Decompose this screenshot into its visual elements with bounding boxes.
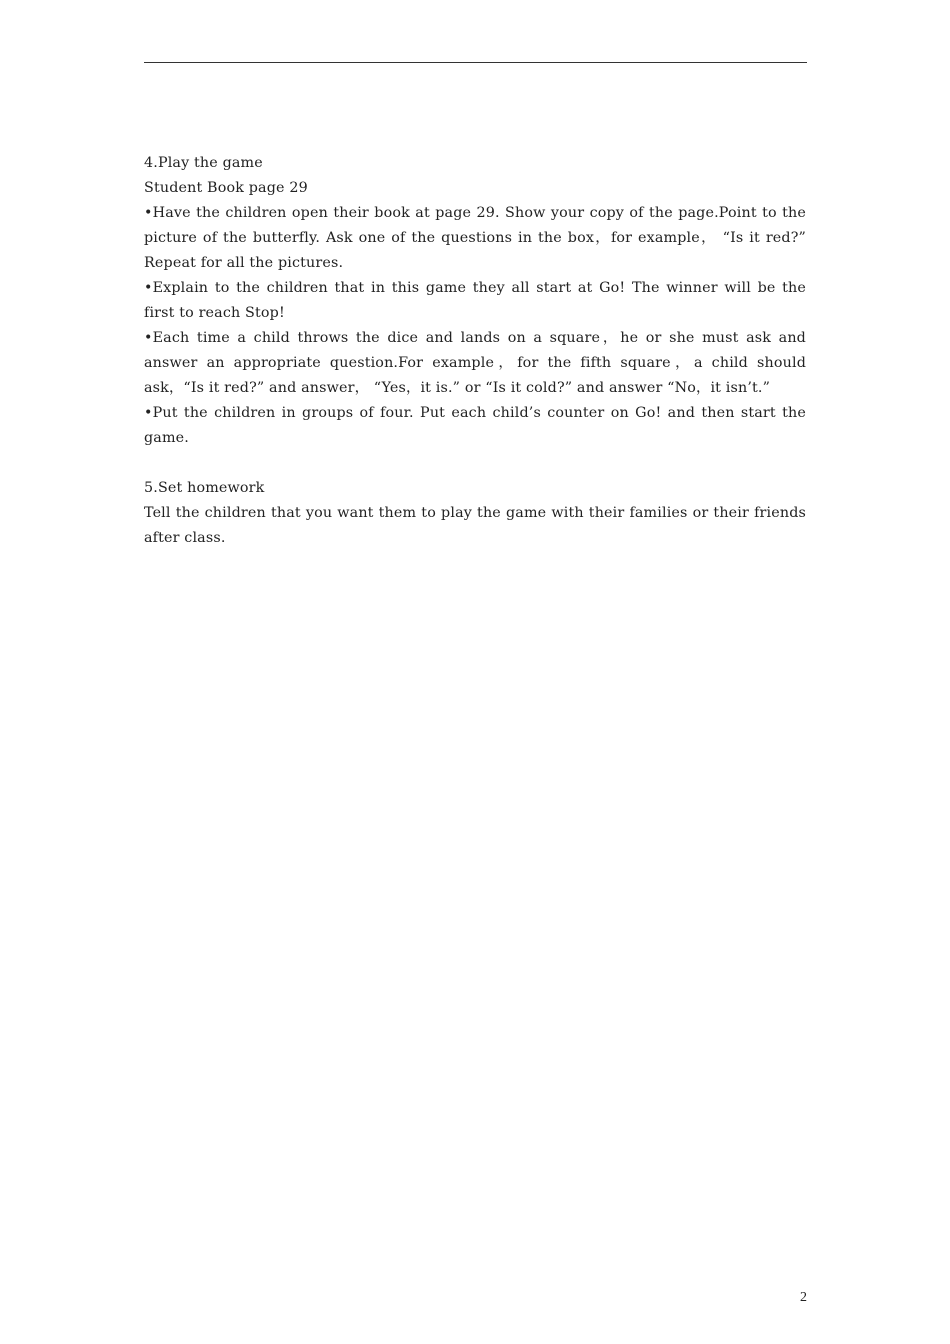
student-book-reference: Student Book page 29: [144, 180, 308, 196]
section-spacer: [144, 451, 806, 476]
homework-paragraph: Tell the children that you want them to play the game with their families or their friends after class.: [144, 505, 806, 546]
bullet-paragraph: •Have the children open their book at page 29. Show your copy of the page.Point to the picture of the butterfly. Ask one of the questions in the box，for example， “Is it red?” Repeat for all the pictures.: [144, 205, 806, 271]
section-heading: 4.Play the game: [144, 155, 263, 171]
bullet-paragraph: •Explain to the children that in this game they all start at Go! The winner will be the first to reach Stop!: [144, 280, 806, 321]
section-set-homework: [144, 476, 806, 551]
header-rule: [144, 62, 807, 63]
section-play-the-game: [144, 151, 806, 451]
bullet-paragraph: •Each time a child throws the dice and lands on a square，he or she must ask and answer an appropriate question.For example，for the fifth square，a child should ask，“Is it red?” and answer， “Yes，it is.” or “Is it cold?” and answer “No，it isn’t.”: [144, 330, 806, 396]
document-body: [144, 151, 806, 551]
bullet-paragraph: •Put the children in groups of four. Put each child’s counter on Go! and then start the game.: [144, 405, 806, 446]
page-number: 2: [800, 1290, 807, 1305]
section-heading: 5.Set homework: [144, 480, 265, 496]
